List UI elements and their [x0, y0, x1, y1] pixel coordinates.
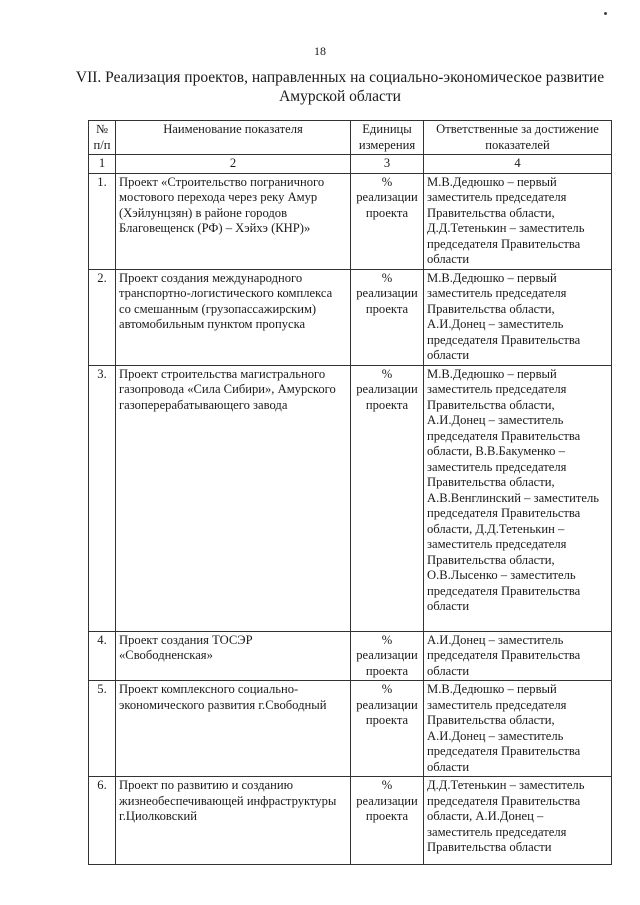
column-number: 3 [351, 155, 424, 174]
row-indicator-name: Проект по развитию и созданию жизнеобеспечивающей инфраструктуры г.Циолковский [116, 777, 351, 865]
row-indicator-name: Проект создания международного транспортно-логистического комплекса со смешанным (грузопассажирским) автомобильным пунктом пропуска [116, 269, 351, 365]
row-unit: % реализации проекта [351, 365, 424, 631]
header-indicator-name: Наименование показателя [116, 121, 351, 155]
header-units: Единицы измерения [351, 121, 424, 155]
table-row [89, 681, 612, 777]
row-number: 4. [89, 631, 116, 681]
row-number: 6. [89, 777, 116, 865]
table-row [89, 173, 612, 269]
section-heading [70, 68, 610, 106]
row-unit: % реализации проекта [351, 173, 424, 269]
row-number: 2. [89, 269, 116, 365]
row-responsible: М.В.Дедюшко – первый заместитель председателя Правительства области, А.И.Донец – заместитель председателя Правительства области [424, 269, 612, 365]
row-responsible: А.И.Донец – заместитель председателя Правительства области [424, 631, 612, 681]
table-header-row [89, 121, 612, 155]
column-number-row [89, 155, 612, 174]
table-row [89, 365, 612, 631]
column-number: 1 [89, 155, 116, 174]
table-row [89, 777, 612, 865]
indicators-table [88, 120, 612, 865]
row-number: 5. [89, 681, 116, 777]
header-responsible: Ответственные за достижение показателей [424, 121, 612, 155]
row-unit: % реализации проекта [351, 631, 424, 681]
header-number: № п/п [89, 121, 116, 155]
row-unit: % реализации проекта [351, 777, 424, 865]
row-responsible: Д.Д.Тетенькин – заместитель председателя Правительства области, А.И.Донец – заместитель председателя Правительства области [424, 777, 612, 865]
row-responsible: М.В.Дедюшко – первый заместитель председателя Правительства области, А.И.Донец – заместитель председателя Правительства области [424, 681, 612, 777]
row-number: 1. [89, 173, 116, 269]
row-responsible: М.В.Дедюшко – первый заместитель председателя Правительства области, Д.Д.Тетенькин – заместитель председателя Правительства области [424, 173, 612, 269]
column-number: 4 [424, 155, 612, 174]
section-heading-line-1: VII. Реализация проектов, направленных на социально-экономическое развитие [75, 69, 605, 86]
scan-dot [604, 12, 607, 15]
row-indicator-name: Проект «Строительство пограничного мостового перехода через реку Амур (Хэйлунцзян) в районе городов Благовещенск (РФ) – Хэйхэ (КНР)» [116, 173, 351, 269]
page-number: 18 [314, 44, 326, 58]
row-indicator-name: Проект создания ТОСЭР «Свободненская» [116, 631, 351, 681]
section-heading-line-2: Амурской области [279, 88, 401, 105]
row-indicator-name: Проект комплексного социально-экономического развития г.Свободный [116, 681, 351, 777]
row-number: 3. [89, 365, 116, 631]
row-indicator-name: Проект строительства магистрального газопровода «Сила Сибири», Амурского газоперерабатывающего завода [116, 365, 351, 631]
row-unit: % реализации проекта [351, 681, 424, 777]
table-row [89, 269, 612, 365]
row-responsible: М.В.Дедюшко – первый заместитель председателя Правительства области, А.И.Донец – заместитель председателя Правительства области, В.В.Бакуменко – заместитель председателя Правительства области, А.В.Венглинский – заместитель председателя Правительства области, Д.Д.Тетенькин – заместитель председателя Правительства области, О.В.Лысенко – заместитель председателя Правительства области [424, 365, 612, 631]
table-row [89, 631, 612, 681]
column-number: 2 [116, 155, 351, 174]
row-unit: % реализации проекта [351, 269, 424, 365]
